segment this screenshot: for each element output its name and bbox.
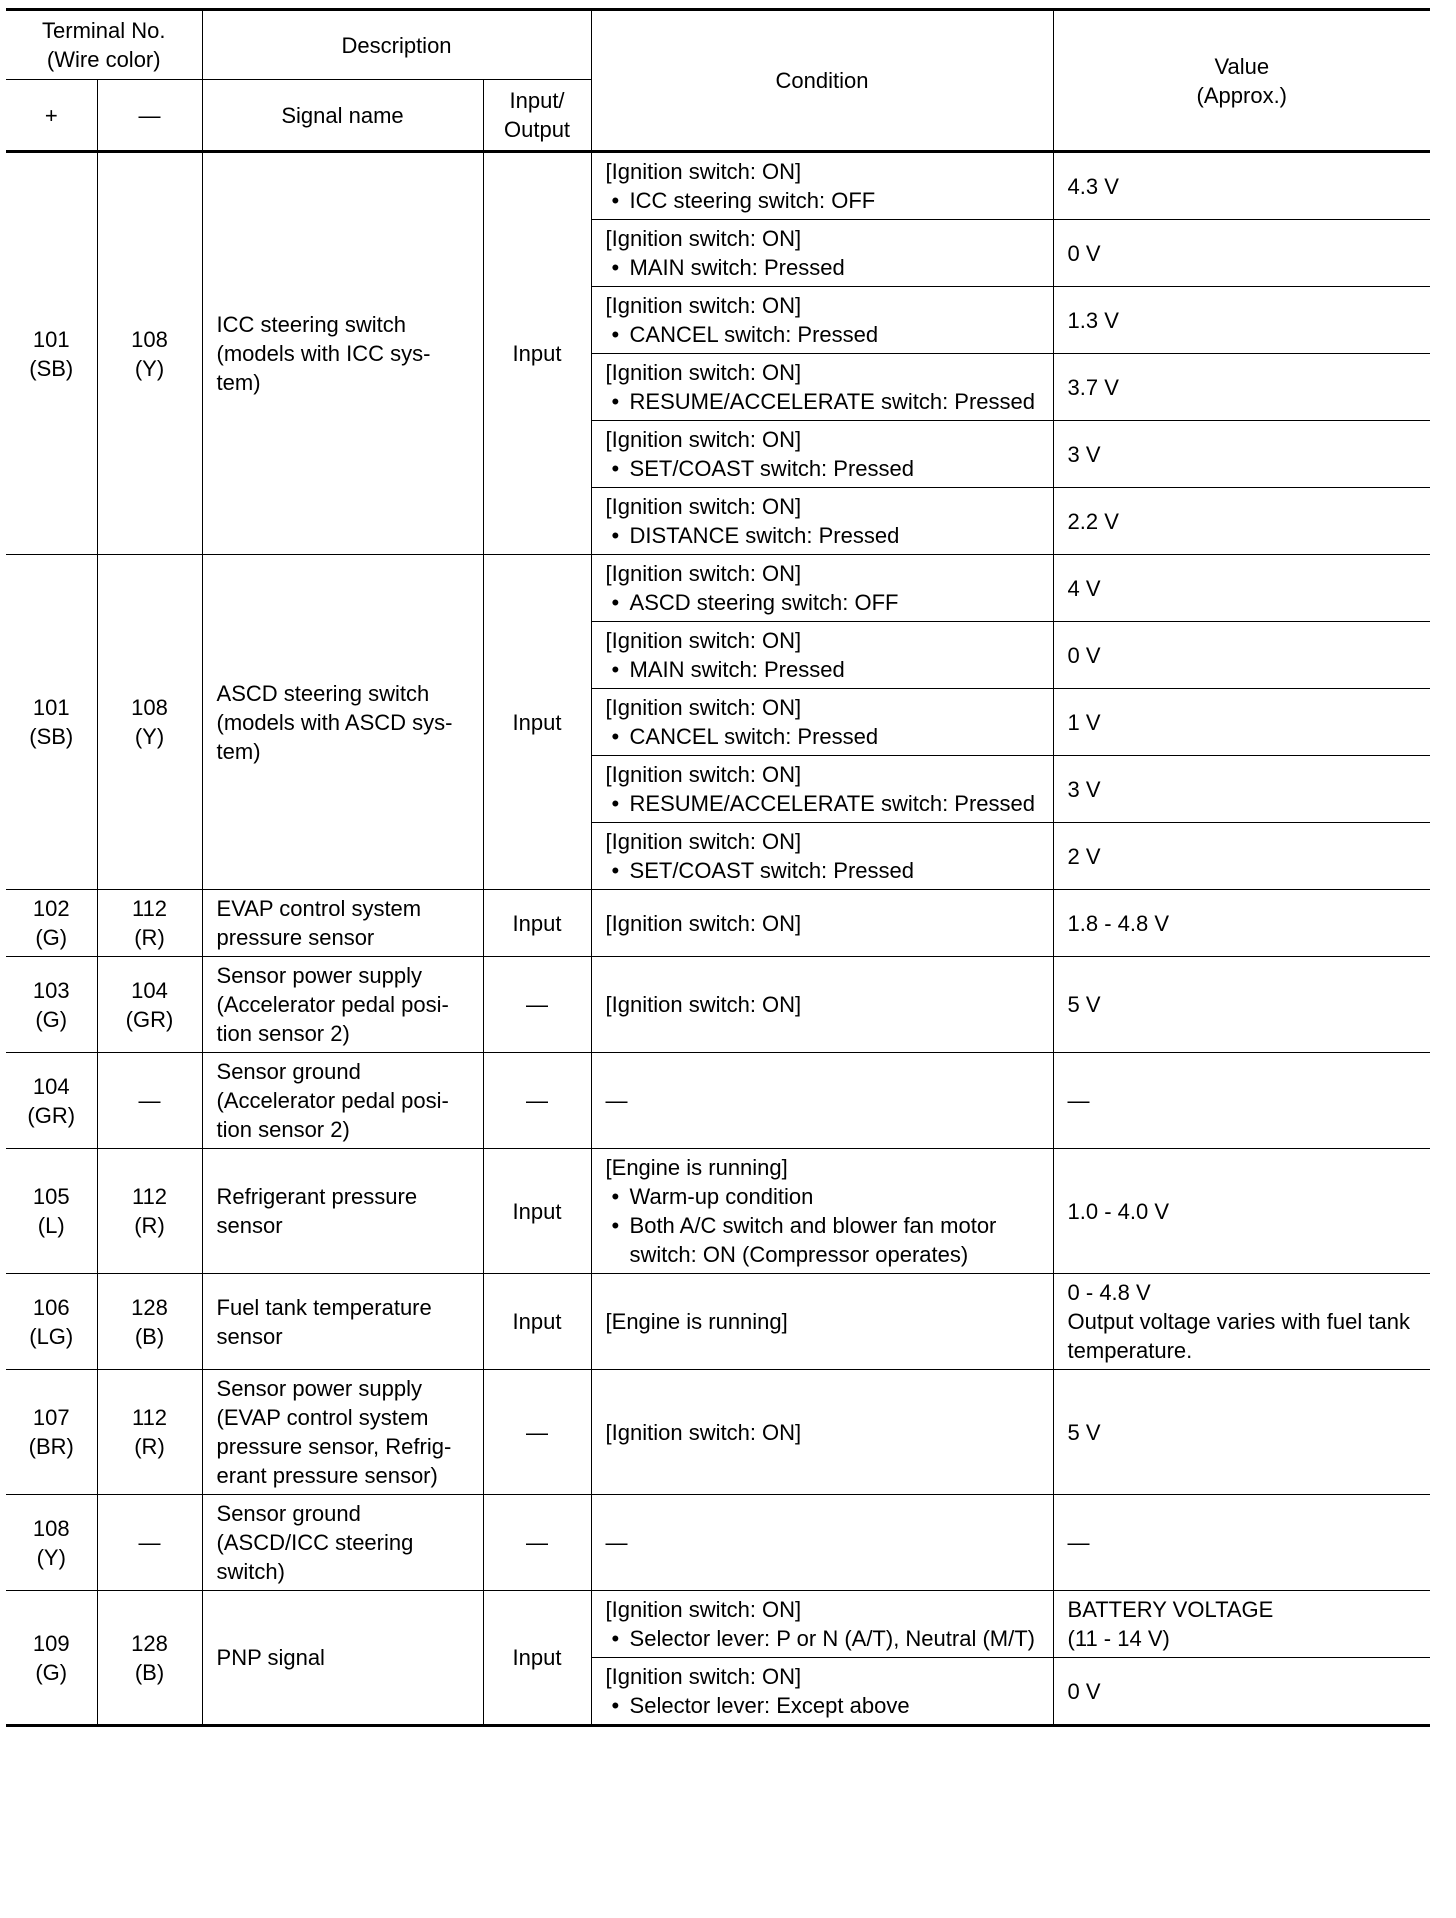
- terminal-plus-cell: [6, 1370, 97, 1495]
- signal-name: Fuel tank temperature sensor: [202, 1274, 483, 1370]
- terminal-minus: —: [138, 1088, 161, 1113]
- terminal-plus: 101: [32, 695, 70, 720]
- condition-cell: [591, 622, 1053, 689]
- value-text: 3 V: [1067, 441, 1101, 467]
- terminal-plus-cell: [6, 152, 97, 555]
- header-terminal-no: [6, 10, 202, 80]
- terminal-plus-cell: [6, 890, 97, 957]
- condition-cell: [591, 1149, 1053, 1274]
- value-text: BATTERY VOLTAGE: [1067, 1597, 1274, 1622]
- header-value-label: Value: [1214, 53, 1270, 79]
- condition-cell: [591, 1591, 1053, 1658]
- condition-head: [Engine is running]: [605, 1309, 788, 1334]
- terminal-minus: 104: [131, 977, 168, 1003]
- condition-head: [Ignition switch: ON]: [605, 226, 802, 251]
- signal-name: PNP signal: [202, 1591, 483, 1726]
- condition-head: [Ignition switch: ON]: [605, 293, 802, 318]
- condition-bullet: • ASCD steering switch: OFF: [606, 588, 1039, 617]
- condition-head: [Ignition switch: ON]: [605, 762, 802, 787]
- value-cell: [1053, 957, 1430, 1053]
- table-row: [6, 555, 1430, 622]
- condition-bullet: • DISTANCE switch: Pressed: [606, 521, 1039, 550]
- terminal-plus-wire-color: (GR): [27, 1102, 76, 1128]
- value-text: 3.7 V: [1067, 374, 1119, 400]
- value-cell: [1053, 756, 1430, 823]
- value-cell: [1053, 287, 1430, 354]
- condition-cell: [591, 1658, 1053, 1726]
- value-text: 1.8 - 4.8 V: [1067, 910, 1170, 936]
- signal-name: Sensor power supply (EVAP control system pressure sensor, Refrig-erant pressure sensor): [202, 1370, 483, 1495]
- terminal-plus-wire-color: (SB): [29, 724, 74, 749]
- condition-cell: [591, 354, 1053, 421]
- condition-head: —: [605, 1530, 628, 1555]
- value-text: 4.3 V: [1067, 173, 1119, 199]
- condition-bullet: • SET/COAST switch: Pressed: [606, 454, 1039, 483]
- terminal-minus-wire-color: (Y): [134, 724, 165, 749]
- table-row: [6, 957, 1430, 1053]
- value-text: 1.0 - 4.0 V: [1067, 1198, 1170, 1224]
- table-body: [6, 152, 1430, 1726]
- terminal-minus-cell: [97, 1274, 202, 1370]
- condition-bullet: • Selector lever: Except above: [606, 1691, 1039, 1720]
- signal-name: ICC steering switch (models with ICC sys-tem): [202, 152, 483, 555]
- terminal-minus-cell: [97, 152, 202, 555]
- terminal-plus-cell: [6, 555, 97, 890]
- terminal-plus: 102: [32, 896, 70, 921]
- condition-head: [Ignition switch: ON]: [605, 695, 802, 720]
- condition-head: [Ignition switch: ON]: [605, 1597, 802, 1622]
- condition-head: [Engine is running]: [605, 1155, 788, 1180]
- table-row: [6, 890, 1430, 957]
- value-cell: [1053, 152, 1430, 220]
- condition-bullet: • Both A/C switch and blower fan motor switch: ON (Compressor operates): [606, 1211, 1039, 1269]
- condition-head: [Ignition switch: ON]: [605, 159, 802, 184]
- terminal-plus-wire-color: (Y): [36, 1544, 66, 1570]
- value-text: 2.2 V: [1067, 508, 1119, 534]
- terminal-plus: 106: [32, 1294, 70, 1320]
- condition-head: [Ignition switch: ON]: [605, 992, 802, 1017]
- value-text: Output voltage varies with fuel tank temperature.: [1067, 1309, 1410, 1363]
- terminal-minus: 128: [131, 1630, 168, 1656]
- terminal-minus: 112: [131, 896, 168, 921]
- terminal-minus: 112: [131, 1184, 168, 1209]
- value-text: 3 V: [1067, 776, 1101, 802]
- condition-cell: [591, 421, 1053, 488]
- terminal-minus: 112: [131, 1405, 168, 1430]
- terminal-plus-wire-color: (G): [35, 925, 68, 950]
- value-text: 1 V: [1067, 709, 1101, 735]
- terminal-minus-wire-color: (R): [134, 1213, 165, 1238]
- header-input-output: Input/ Output: [483, 80, 591, 152]
- value-cell: [1053, 890, 1430, 957]
- input-output: Input: [483, 1274, 591, 1370]
- header-value: [1053, 10, 1430, 152]
- terminal-plus-wire-color: (L): [37, 1213, 65, 1238]
- terminal-plus-cell: [6, 1495, 97, 1591]
- condition-cell: [591, 1274, 1053, 1370]
- terminal-plus: 105: [32, 1184, 70, 1209]
- terminal-plus-wire-color: (G): [35, 1006, 68, 1032]
- value-cell: [1053, 1053, 1430, 1149]
- terminal-plus: 108: [32, 1515, 70, 1541]
- value-text: —: [1067, 1530, 1090, 1555]
- condition-head: [Ignition switch: ON]: [605, 427, 802, 452]
- value-text: 0 V: [1067, 642, 1101, 668]
- terminal-minus: 108: [131, 326, 168, 352]
- condition-bullet: • ICC steering switch: OFF: [606, 186, 1039, 215]
- condition-head: [Ignition switch: ON]: [605, 910, 802, 936]
- condition-bullet: • RESUME/ACCELERATE switch: Pressed: [606, 387, 1039, 416]
- condition-cell: [591, 287, 1053, 354]
- input-output: —: [483, 1370, 591, 1495]
- value-cell: [1053, 1591, 1430, 1658]
- terminal-table: [6, 8, 1430, 1727]
- terminal-minus-cell: [97, 1370, 202, 1495]
- terminal-minus-wire-color: (B): [134, 1659, 165, 1685]
- condition-bullet: • Selector lever: P or N (A/T), Neutral (M/T): [606, 1624, 1039, 1653]
- terminal-minus: —: [138, 1530, 161, 1555]
- terminal-minus-wire-color: (R): [134, 1434, 165, 1459]
- terminal-plus-wire-color: (LG): [29, 1323, 74, 1349]
- condition-head: [Ignition switch: ON]: [605, 829, 802, 854]
- value-cell: [1053, 622, 1430, 689]
- terminal-minus: 108: [131, 695, 168, 720]
- value-cell: [1053, 1274, 1430, 1370]
- terminal-minus-wire-color: (R): [134, 925, 165, 950]
- table-row: [6, 1495, 1430, 1591]
- terminal-plus-wire-color: (G): [35, 1659, 68, 1685]
- terminal-minus-cell: [97, 890, 202, 957]
- value-text: 0 V: [1067, 1678, 1101, 1704]
- condition-bullet: • Warm-up condition: [606, 1182, 1039, 1211]
- value-cell: [1053, 354, 1430, 421]
- header-value-approx-label: (Approx.): [1196, 82, 1288, 108]
- terminal-plus-cell: [6, 1053, 97, 1149]
- table-row: [6, 1591, 1430, 1658]
- condition-cell: [591, 220, 1053, 287]
- signal-name: Sensor ground (Accelerator pedal posi-tion sensor 2): [202, 1053, 483, 1149]
- condition-head: [Ignition switch: ON]: [605, 494, 802, 519]
- terminal-minus-wire-color: (B): [134, 1323, 165, 1349]
- table-row: [6, 1053, 1430, 1149]
- condition-head: [Ignition switch: ON]: [605, 628, 802, 653]
- condition-bullet: • MAIN switch: Pressed: [606, 253, 1039, 282]
- condition-cell: [591, 152, 1053, 220]
- value-cell: [1053, 823, 1430, 890]
- header-condition: Condition: [591, 10, 1053, 152]
- value-text: 1.3 V: [1067, 307, 1119, 333]
- table-row: [6, 1149, 1430, 1274]
- terminal-plus-cell: [6, 1149, 97, 1274]
- value-cell: [1053, 1495, 1430, 1591]
- value-cell: [1053, 555, 1430, 622]
- condition-cell: [591, 756, 1053, 823]
- terminal-minus: 128: [131, 1294, 168, 1320]
- terminal-plus: 104: [32, 1073, 70, 1099]
- terminal-minus-cell: [97, 1053, 202, 1149]
- value-text: 5 V: [1067, 992, 1101, 1017]
- condition-cell: [591, 689, 1053, 756]
- condition-cell: [591, 1370, 1053, 1495]
- table-row: [6, 1370, 1430, 1495]
- condition-cell: [591, 1495, 1053, 1591]
- input-output: Input: [483, 555, 591, 890]
- table-row: [6, 1274, 1430, 1370]
- condition-cell: [591, 1053, 1053, 1149]
- input-output: Input: [483, 1149, 591, 1274]
- input-output: —: [483, 1495, 591, 1591]
- terminal-plus-cell: [6, 1274, 97, 1370]
- signal-name: ASCD steering switch (models with ASCD sys-tem): [202, 555, 483, 890]
- condition-bullet: • CANCEL switch: Pressed: [606, 722, 1039, 751]
- header-terminal-label: Terminal No.: [42, 18, 166, 43]
- input-output: Input: [483, 890, 591, 957]
- terminal-minus-wire-color: (Y): [134, 355, 165, 381]
- value-cell: [1053, 220, 1430, 287]
- value-cell: [1053, 421, 1430, 488]
- signal-name: Sensor ground (ASCD/ICC steering switch): [202, 1495, 483, 1591]
- terminal-minus-cell: [97, 957, 202, 1053]
- header-plus: +: [6, 80, 97, 152]
- condition-cell: [591, 488, 1053, 555]
- header-signal-name: Signal name: [202, 80, 483, 152]
- condition-head: [Ignition switch: ON]: [605, 360, 802, 385]
- terminal-minus-wire-color: (GR): [125, 1006, 174, 1032]
- table-row: [6, 152, 1430, 220]
- value-text: 0 V: [1067, 240, 1101, 266]
- header-description: Description: [202, 10, 591, 80]
- signal-name: Sensor power supply (Accelerator pedal posi-tion sensor 2): [202, 957, 483, 1053]
- condition-head: [Ignition switch: ON]: [605, 1664, 802, 1689]
- terminal-minus-cell: [97, 1149, 202, 1274]
- condition-cell: [591, 823, 1053, 890]
- condition-cell: [591, 890, 1053, 957]
- terminal-plus-wire-color: (SB): [29, 355, 74, 381]
- input-output: —: [483, 957, 591, 1053]
- condition-head: [Ignition switch: ON]: [605, 1419, 802, 1445]
- condition-bullet: • RESUME/ACCELERATE switch: Pressed: [606, 789, 1039, 818]
- terminal-plus: 101: [32, 326, 70, 352]
- terminal-plus-wire-color: (BR): [28, 1434, 74, 1459]
- condition-bullet: • MAIN switch: Pressed: [606, 655, 1039, 684]
- terminal-minus-cell: [97, 1591, 202, 1726]
- value-text: 2 V: [1067, 843, 1101, 869]
- value-cell: [1053, 1658, 1430, 1726]
- terminal-plus: 109: [32, 1630, 70, 1656]
- value-cell: [1053, 1370, 1430, 1495]
- terminal-minus-cell: [97, 555, 202, 890]
- value-cell: [1053, 689, 1430, 756]
- signal-name: Refrigerant pressure sensor: [202, 1149, 483, 1274]
- value-cell: [1053, 488, 1430, 555]
- terminal-plus-cell: [6, 957, 97, 1053]
- condition-head: —: [605, 1088, 628, 1113]
- condition-cell: [591, 957, 1053, 1053]
- value-text: —: [1067, 1088, 1090, 1113]
- value-text: 4 V: [1067, 575, 1101, 601]
- terminal-plus: 103: [32, 977, 70, 1003]
- header-minus: —: [97, 80, 202, 152]
- condition-cell: [591, 555, 1053, 622]
- value-text: 5 V: [1067, 1419, 1101, 1445]
- input-output: —: [483, 1053, 591, 1149]
- input-output: Input: [483, 152, 591, 555]
- value-text: 0 - 4.8 V: [1067, 1280, 1151, 1305]
- signal-name: EVAP control system pressure sensor: [202, 890, 483, 957]
- terminal-minus-cell: [97, 1495, 202, 1591]
- condition-head: [Ignition switch: ON]: [605, 561, 802, 586]
- terminal-plus: 107: [32, 1405, 70, 1430]
- condition-bullet: • CANCEL switch: Pressed: [606, 320, 1039, 349]
- value-text: (11 - 14 V): [1067, 1626, 1170, 1651]
- condition-bullet: • SET/COAST switch: Pressed: [606, 856, 1039, 885]
- header-wire-color-label: (Wire color): [46, 47, 161, 72]
- input-output: Input: [483, 1591, 591, 1726]
- value-cell: [1053, 1149, 1430, 1274]
- terminal-plus-cell: [6, 1591, 97, 1726]
